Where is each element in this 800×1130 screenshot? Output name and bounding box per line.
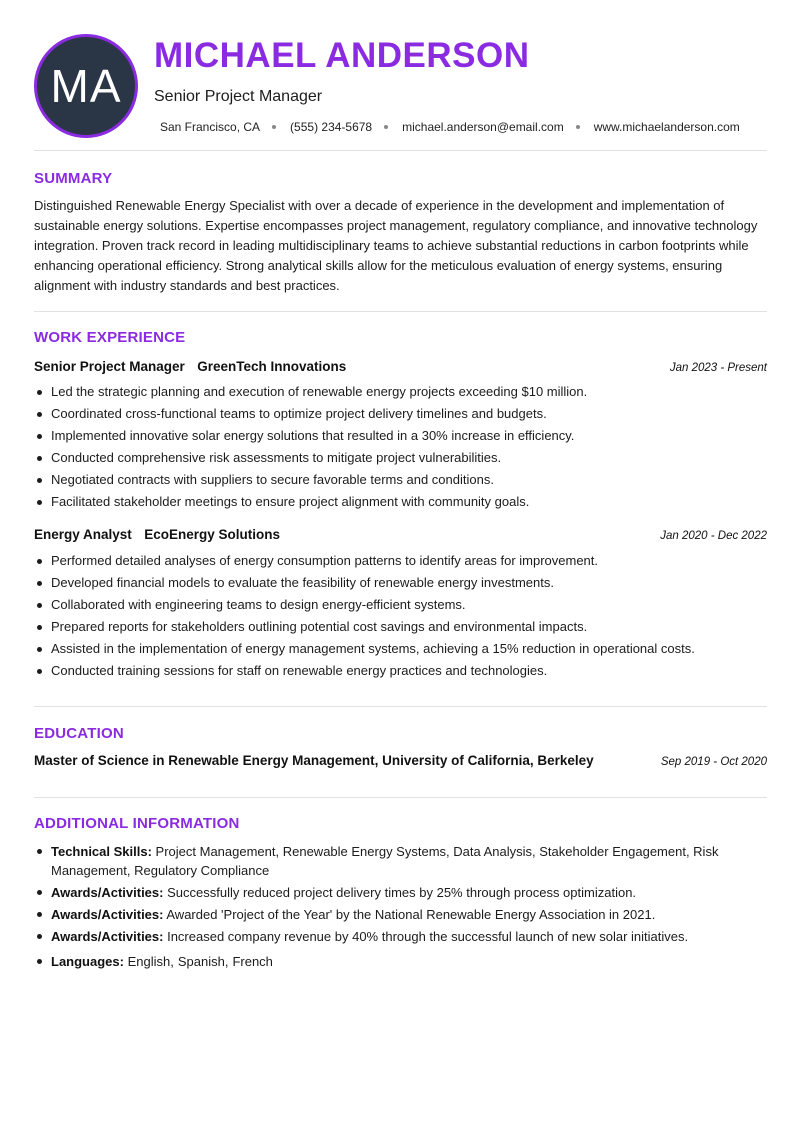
job-dates: Jan 2023 - Present: [669, 362, 767, 374]
list-item: Led the strategic planning and execution of renewable energy projects exceeding $10 million.: [34, 381, 767, 403]
job-dates: Jan 2020 - Dec 2022: [660, 530, 767, 542]
job-bullets: [34, 381, 767, 513]
separator-dot: [272, 125, 276, 129]
language: French: [232, 954, 273, 969]
job-header: [34, 358, 767, 376]
job-company: EcoEnergy Solutions: [144, 527, 281, 542]
list-item: [34, 927, 734, 946]
list-item: Prepared reports for stakeholders outlining potential cost savings and environmental impacts.: [34, 616, 767, 638]
work-experience-heading: WORK EXPERIENCE: [34, 329, 186, 346]
summary-heading: SUMMARY: [34, 170, 113, 187]
job-role: Senior Project Manager: [34, 359, 185, 374]
job-bullets: [34, 550, 767, 682]
education-heading: EDUCATION: [34, 725, 124, 742]
list-item: [34, 905, 734, 924]
list-item: [34, 952, 734, 971]
contact-line: [160, 120, 740, 134]
additional-info-list: [34, 842, 734, 974]
list-item: [34, 883, 734, 902]
item-text: Successfully reduced project delivery times by 25% through process optimization.: [167, 885, 637, 900]
list-item: [34, 842, 734, 880]
list-item: Performed detailed analyses of energy consumption patterns to identify areas for improvement.: [34, 550, 767, 572]
education-degree: Master of Science in Renewable Energy Management, University of California, Berkeley: [34, 753, 594, 768]
list-item: Conducted comprehensive risk assessments to mitigate project vulnerabilities.: [34, 447, 767, 469]
language: Spanish,: [177, 954, 229, 969]
job-role: Energy Analyst: [34, 527, 132, 542]
summary-text: Distinguished Renewable Energy Specialist with over a decade of experience in the development and implementation of sustainable energy solutions. Expertise encompasses project management, regulatory compliance, and innovative technology integration. Proven track record in leading multidisciplinary teams to achieve substantial reductions in carbon footprints while enhancing operational efficiency. Strong analytical skills allow for the meticulous evaluation of energy systems, ensuring alignment with industry standards and best practices.: [34, 198, 758, 293]
candidate-title: Senior Project Manager: [154, 88, 323, 105]
education-entry: [34, 753, 767, 768]
divider: [34, 797, 767, 798]
item-text: Project Management, Renewable Energy Systems, Data Analysis, Stakeholder Engagement, Risk Management, Regulatory Compliance: [51, 844, 719, 878]
item-label: Awards/Activities:: [51, 929, 164, 944]
contact-phone: (555) 234-5678: [290, 120, 373, 134]
list-item: Facilitated stakeholder meetings to ensure project alignment with community goals.: [34, 491, 767, 513]
avatar: [34, 34, 138, 138]
job-company: GreenTech Innovations: [197, 359, 347, 374]
contact-location: San Francisco, CA: [160, 120, 261, 134]
list-item: Conducted training sessions for staff on renewable energy practices and technologies.: [34, 660, 767, 682]
divider: [34, 150, 767, 151]
list-item: Developed financial models to evaluate the feasibility of renewable energy investments.: [34, 572, 767, 594]
job-header: [34, 526, 767, 544]
avatar-initials: MA: [50, 60, 122, 112]
contact-website[interactable]: www.michaelanderson.com: [593, 120, 740, 134]
contact-email[interactable]: michael.anderson@email.com: [402, 120, 564, 134]
item-label: Awards/Activities:: [51, 907, 164, 922]
list-item: Negotiated contracts with suppliers to secure favorable terms and conditions.: [34, 469, 767, 491]
separator-dot: [576, 125, 580, 129]
languages-label: Languages:: [51, 954, 124, 969]
divider: [34, 706, 767, 707]
candidate-name: MICHAEL ANDERSON: [154, 36, 530, 75]
divider: [34, 311, 767, 312]
item-label: Technical Skills:: [51, 844, 152, 859]
additional-info-heading: ADDITIONAL INFORMATION: [34, 815, 240, 832]
item-text: Increased company revenue by 40% through the successful launch of new solar initiatives.: [167, 929, 689, 944]
list-item: Coordinated cross-functional teams to optimize project delivery timelines and budgets.: [34, 403, 767, 425]
item-label: Awards/Activities:: [51, 885, 164, 900]
item-text: Awarded 'Project of the Year' by the National Renewable Energy Association in 2021.: [166, 907, 656, 922]
language: English,: [127, 954, 174, 969]
separator-dot: [384, 125, 388, 129]
education-dates: Sep 2019 - Oct 2020: [660, 756, 767, 768]
list-item: Implemented innovative solar energy solutions that resulted in a 30% increase in efficiency.: [34, 425, 767, 447]
list-item: Assisted in the implementation of energy management systems, achieving a 15% reduction in operational costs.: [34, 638, 767, 660]
list-item: Collaborated with engineering teams to design energy-efficient systems.: [34, 594, 767, 616]
